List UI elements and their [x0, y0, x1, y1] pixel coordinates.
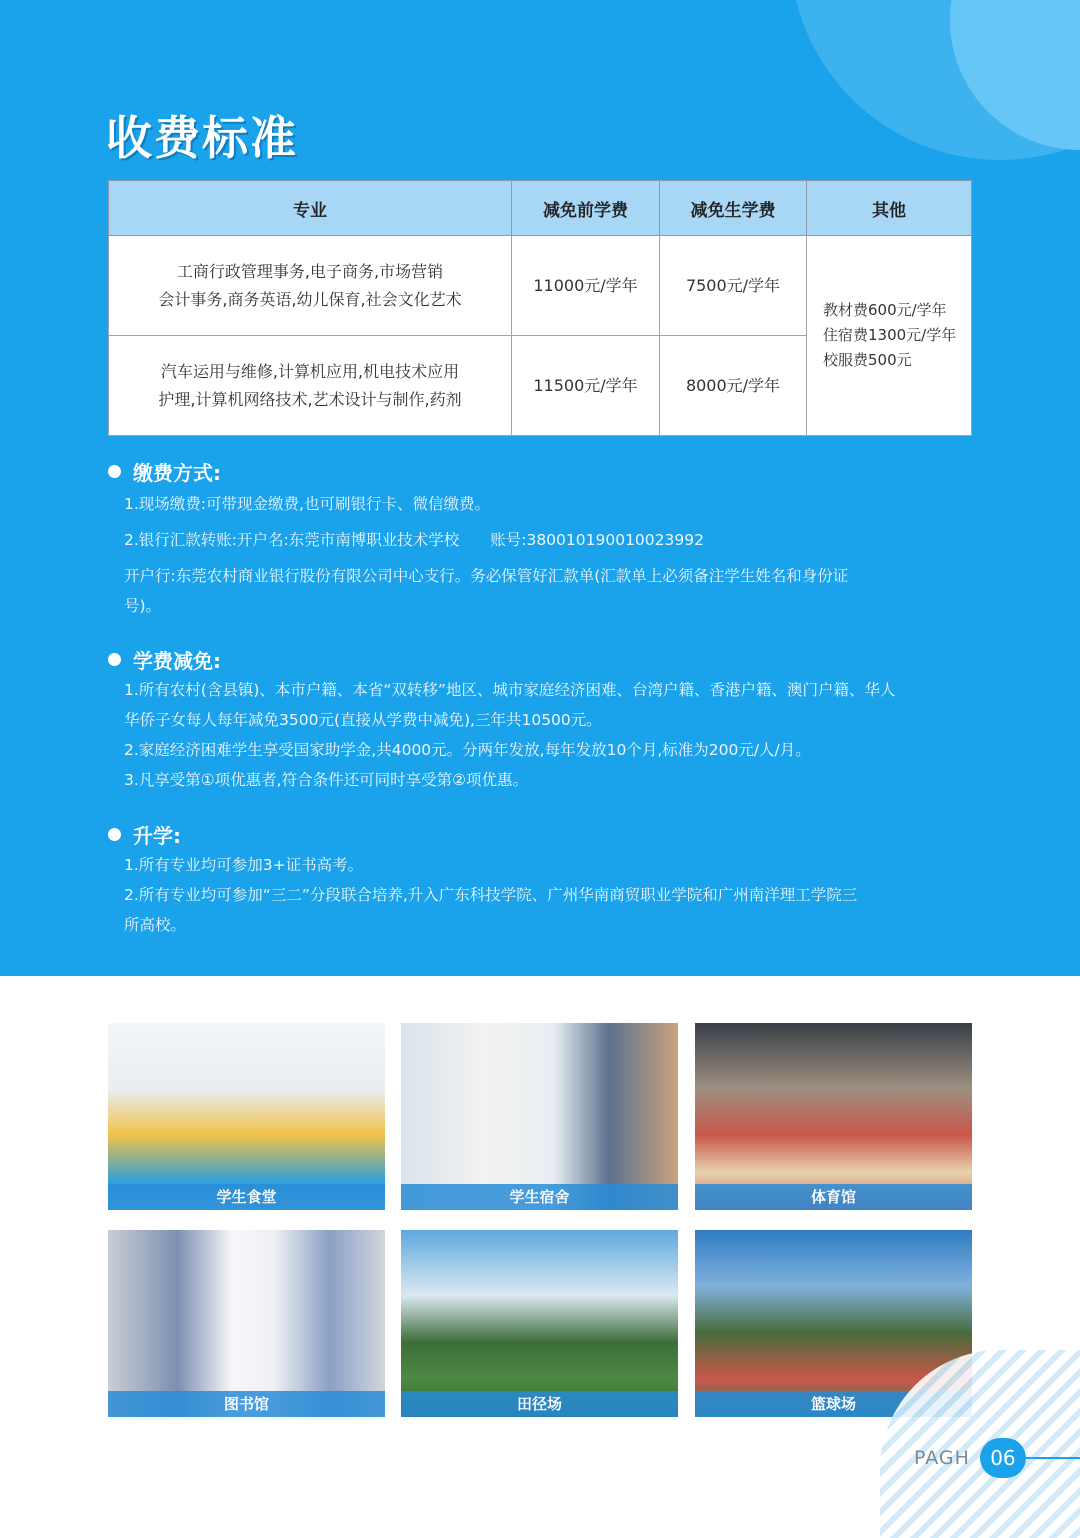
page-title: 收费标准 [106, 111, 298, 165]
photo-caption: 体育馆 [695, 1184, 972, 1210]
fee-after-cell: 8000元/学年 [660, 336, 807, 436]
other-fee-item: 住宿费1300元/学年 [823, 326, 957, 344]
other-fee-item: 教材费600元/学年 [823, 301, 947, 319]
photo-gym [695, 1023, 972, 1210]
table-header-row [109, 181, 972, 236]
section-heading-text: 升学: [133, 823, 181, 848]
photo-library [108, 1230, 385, 1417]
bullet-icon [108, 465, 121, 478]
fee-after-cell: 7500元/学年 [660, 236, 807, 336]
photo-caption: 学生宿舍 [401, 1184, 678, 1210]
section-line: 3.凡享受第①项优惠者,符合条件还可同时享受第②项优惠。 [124, 771, 529, 789]
section-line: 2.所有专业均可参加“三二”分段联合培养,升入广东科技学院、广州华南商贸职业学院和广州南洋理工学院三 [124, 886, 858, 904]
page-line-decor [1020, 1457, 1080, 1459]
photo-track-field [401, 1230, 678, 1417]
section-line: 2.家庭经济困难学生享受国家助学金,共4000元。分两年发放,每年发放10个月,标准为200元/人/月。 [124, 741, 811, 759]
photo-caption: 篮球场 [695, 1391, 972, 1417]
major-cell [109, 236, 512, 336]
campus-photo-grid [108, 1023, 972, 1417]
photo-caption: 学生食堂 [108, 1184, 385, 1210]
section-line: 所高校。 [124, 916, 187, 934]
page-label: PAGH [914, 1447, 970, 1469]
section-line: 号)。 [124, 597, 162, 615]
further-study-section [108, 820, 974, 940]
section-line: 开户行:东莞农村商业银行股份有限公司中心支行。务必保管好汇款单(汇款单上必须备注学生姓名和身份证 [124, 567, 849, 585]
major-text: 工商行政管理事务,电子商务,市场营销 [176, 261, 444, 281]
section-heading [108, 820, 974, 848]
table-row [109, 236, 972, 336]
photo-caption: 田径场 [401, 1391, 678, 1417]
section-line: 2.银行汇款转账:开户名:东莞市南博职业技术学校 账号:380010190010023992 [124, 531, 704, 549]
bullet-icon [108, 653, 121, 666]
other-fees-cell [807, 236, 972, 436]
section-heading [108, 457, 974, 485]
section-line: 1.所有专业均可参加3+证书高考。 [124, 856, 364, 874]
section-line: 华侨子女每人每年减免3500元(直接从学费中减免),三年共10500元。 [124, 711, 602, 729]
section-heading-text: 缴费方式: [133, 460, 221, 485]
header-fee-before: 减免前学费 [512, 181, 660, 236]
bullet-icon [108, 828, 121, 841]
photo-canteen [108, 1023, 385, 1210]
reduction-section [108, 645, 974, 795]
photo-caption: 图书馆 [108, 1391, 385, 1417]
major-text: 会计事务,商务英语,幼儿保育,社会文化艺术 [158, 289, 462, 309]
section-line: 1.现场缴费:可带现金缴费,也可刷银行卡、微信缴费。 [124, 495, 490, 513]
header-fee-after: 减免生学费 [660, 181, 807, 236]
section-heading-text: 学费减免: [133, 648, 221, 673]
fee-before-cell: 11000元/学年 [512, 236, 660, 336]
page-number: 06 [980, 1438, 1026, 1478]
header-major: 专业 [109, 181, 512, 236]
section-heading [108, 645, 974, 673]
fee-before-cell: 11500元/学年 [512, 336, 660, 436]
major-text: 汽车运用与维修,计算机应用,机电技术应用 [160, 361, 460, 381]
fee-table [108, 180, 972, 436]
major-text: 护理,计算机网络技术,艺术设计与制作,药剂 [158, 389, 462, 409]
payment-section [108, 457, 974, 621]
page-indicator [914, 1438, 1026, 1478]
section-line: 1.所有农村(含县镇)、本市户籍、本省“双转移”地区、城市家庭经济困难、台湾户籍、香港户籍、澳门户籍、华人 [124, 681, 896, 699]
major-cell [109, 336, 512, 436]
other-fee-item: 校服费500元 [823, 351, 912, 369]
header-other: 其他 [807, 181, 972, 236]
photo-dormitory [401, 1023, 678, 1210]
